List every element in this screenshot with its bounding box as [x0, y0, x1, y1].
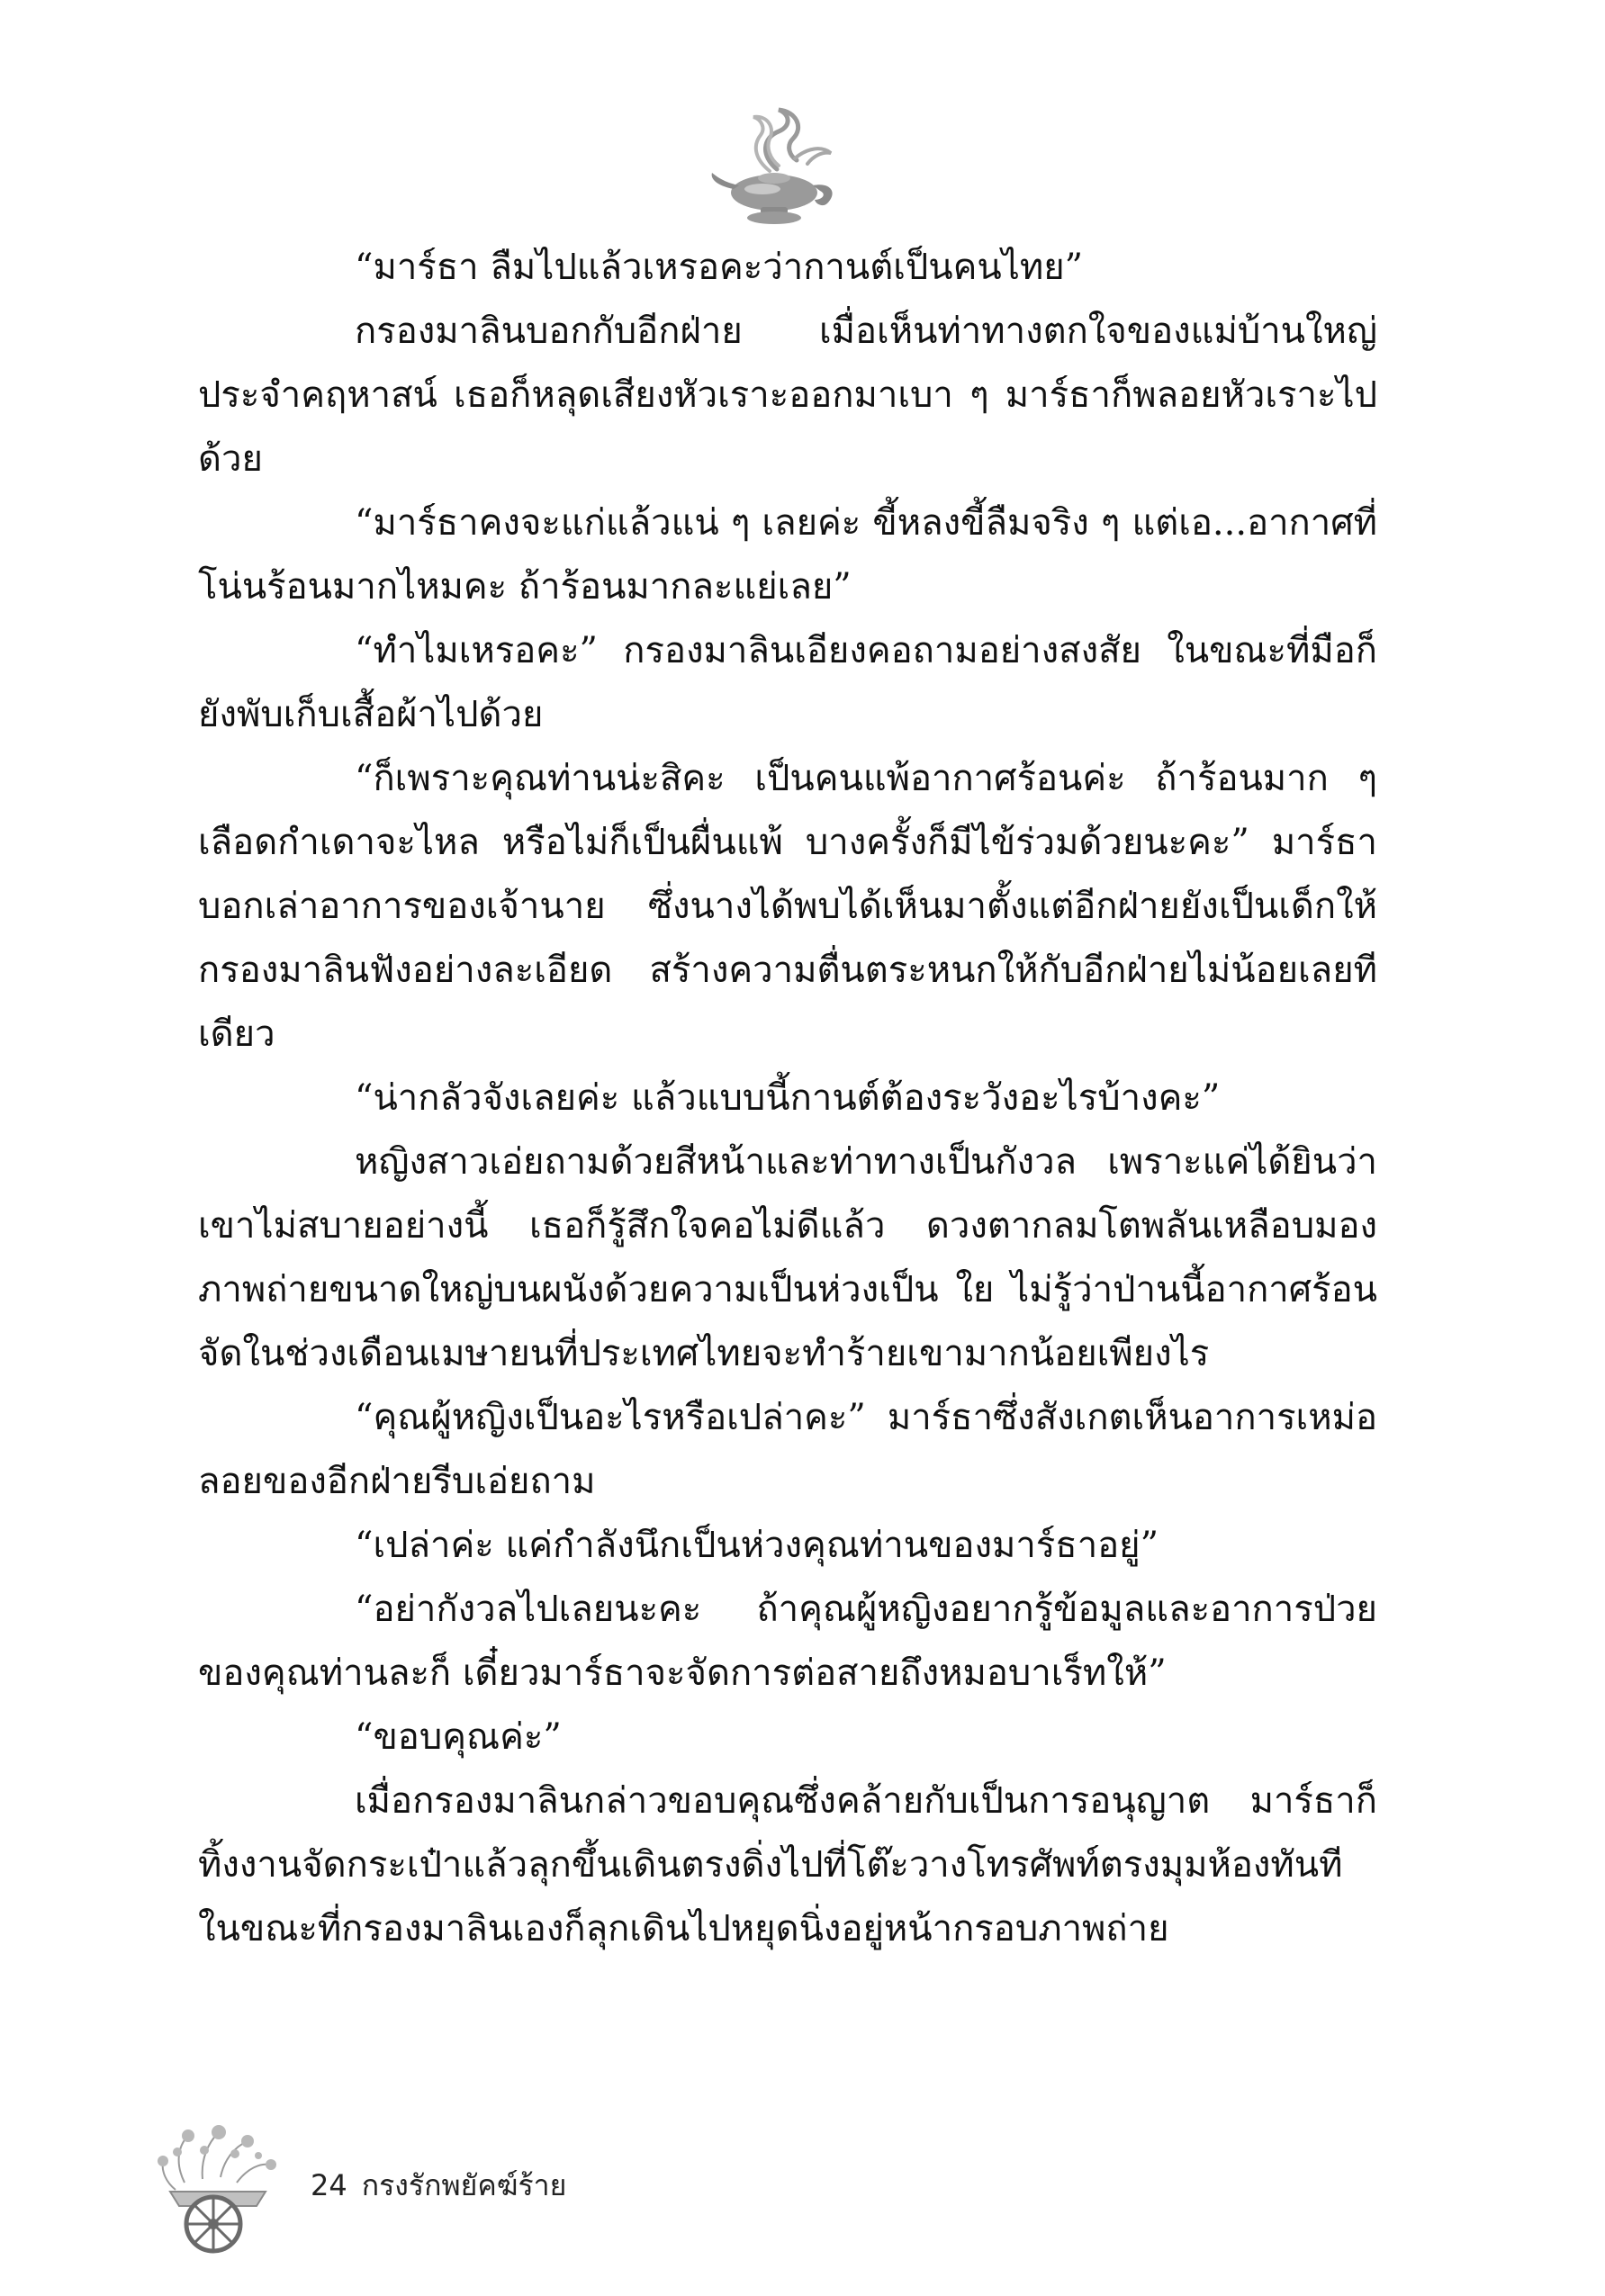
- page-footer: [158, 2120, 788, 2264]
- paragraph: “ก็เพราะคุณท่านน่ะสิคะ เป็นคนแพ้อากาศร้อนค่ะ ถ้าร้อนมาก ๆ เลือดกำเดาจะไหล หรือไม่ก็เป็นผื่นแพ้ บางครั้งก็มีไข้ร่วมด้วยนะคะ” มาร์ธาบอกเล่าอาการของเจ้านาย ซึ่งนางได้พบได้เห็นมาตั้งแต่อีกฝ่ายยังเป็นเด็กให้กรองมาลินฟังอย่างละเอียด สร้างความตื่นตระหนกให้กับอีกฝ่ายไม่น้อยเลยทีเดียว: [198, 758, 1377, 1055]
- genie-lamp-icon: [707, 106, 842, 232]
- paragraph: “น่ากลัวจังเลยค่ะ แล้วแบบนี้กานต์ต้องระวังอะไรบ้างคะ”: [355, 1077, 1221, 1119]
- paragraph: “เปล่าค่ะ แค่กำลังนึกเป็นห่วงคุณท่านของมาร์ธาอยู่”: [355, 1525, 1159, 1566]
- paragraph: “มาร์ธาคงจะแก่แล้วแน่ ๆ เลยค่ะ ขี้หลงขี้ลืมจริง ๆ แต่เอ...อากาศที่โน่นร้อนมากไหมคะ ถ้าร้อนมากละแย่เลย”: [198, 502, 1377, 608]
- page-number: 24: [311, 2168, 347, 2202]
- paragraph: หญิงสาวเอ่ยถามด้วยสีหน้าและท่าทางเป็นกังวล เพราะแค่ได้ยินว่าเขาไม่สบายอย่างนี้ เธอก็รู้สึกใจคอไม่ดีแล้ว ดวงตากลมโตพลันเหลือบมองภาพถ่ายขนาดใหญ่บนผนังด้วยความเป็นห่วงเป็น ใย ไม่รู้ว่าป่านนี้อากาศร้อนจัดในช่วงเดือนเมษายนที่ประเทศไทยจะทำร้ายเขามากน้อยเพียงไร: [198, 1141, 1377, 1374]
- paragraph: “มาร์ธา ลืมไปแล้วเหรอคะว่ากานต์เป็นคนไทย”: [355, 247, 1084, 288]
- flower-wheel-cart-icon: [158, 2120, 279, 2255]
- footer-text: [311, 2163, 581, 2209]
- paragraph: “คุณผู้หญิงเป็นอะไรหรือเปล่าคะ” มาร์ธาซึ่งสังเกตเห็นอาการเหม่อลอยของอีกฝ่ายรีบเอ่ยถาม: [198, 1397, 1377, 1502]
- paragraph: เมื่อกรองมาลินกล่าวขอบคุณซึ่งคล้ายกับเป็นการอนุญาต มาร์ธาก็ทิ้งงานจัดกระเป๋าแล้วลุกขึ้นเดินตรงดิ่งไปที่โต๊ะวางโทรศัพท์ตรงมุมห้องทันที ในขณะที่กรองมาลินเองก็ลุกเดินไปหยุดนิ่งอยู่หน้ากรอบภาพถ่าย: [198, 1780, 1377, 1949]
- body-text: [198, 236, 1377, 1961]
- book-title: กรงรักพยัคฆ์ร้าย: [361, 2168, 567, 2202]
- paragraph: กรองมาลินบอกกับอีกฝ่าย เมื่อเห็นท่าทางตกใจของแม่บ้านใหญ่ประจำคฤหาสน์ เธอก็หลุดเสียงหัวเราะออกมาเบา ๆ มาร์ธาก็พลอยหัวเราะไปด้วย: [198, 311, 1377, 480]
- paragraph: “ทำไมเหรอคะ” กรองมาลินเอียงคอถามอย่างสงสัย ในขณะที่มือก็ยังพับเก็บเสื้อผ้าไปด้วย: [198, 630, 1377, 735]
- paragraph: “อย่ากังวลไปเลยนะคะ ถ้าคุณผู้หญิงอยากรู้ข้อมูลและอาการป่วยของคุณท่านละก็ เดี๋ยวมาร์ธาจะจัดการต่อสายถึงหมอบาเร็ทให้”: [198, 1589, 1377, 1694]
- paragraph: “ขอบคุณค่ะ”: [355, 1716, 562, 1758]
